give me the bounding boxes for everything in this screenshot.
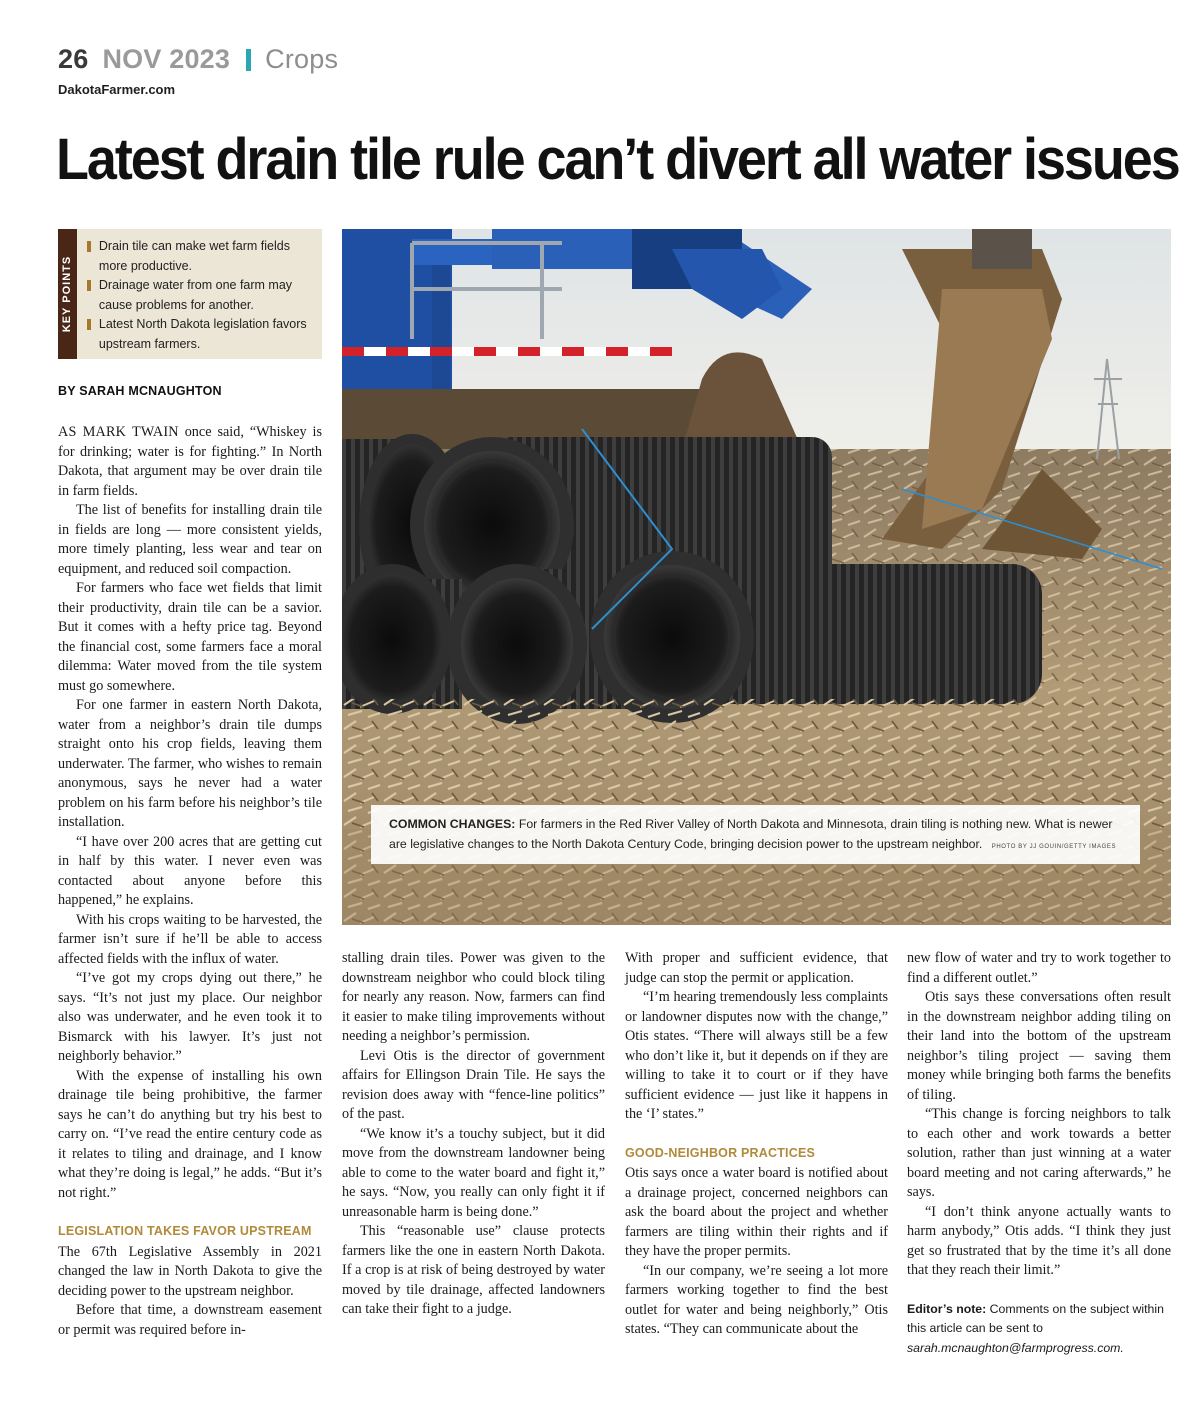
body-paragraph: “We know it’s a touchy subject, but it did move from the downstream landowner being able to come to the water board and fight it,” he says. “Now, you really can only fight it if unreasonable harm is being done.” xyxy=(342,1125,605,1220)
section-name: Crops xyxy=(265,44,339,74)
body-paragraph: “This change is forcing neighbors to talk to each other and work towards a better solution, rather than just winning at a water board meeting and not caring afterwards,” he says. xyxy=(907,1106,1171,1200)
page-number: 26 xyxy=(58,44,89,74)
key-points-box xyxy=(58,229,322,359)
body-paragraph: “I’m hearing tremendously less complaints or landowner disputes now with the change,” Otis states. “There will always still be a few who don’t like it, but it depends on if they are willing to take it to court or if they have sufficient evidence — just like it happens in the ‘I’ states.” xyxy=(625,989,888,1122)
folio-divider xyxy=(246,49,251,71)
caption-text: For farmers in the Red River Valley of North Dakota and Minnesota, drain tiling is nothing new. What is newer are legislative changes to the North Dakota Century Code, bringing decision power to the upstream neighbor. xyxy=(389,817,1113,851)
byline: BY SARAH MCNAUGHTON xyxy=(58,384,222,398)
body-paragraph: The 67th Legislative Assembly in 2021 changed the law in North Dakota to give the deciding power to the upstream neighbor. xyxy=(58,1243,322,1299)
body-paragraph: Levi Otis is the director of government affairs for Ellingson Drain Tile. He says the revision does away with “fence-line politics” of the past. xyxy=(342,1047,605,1122)
editors-note-label: Editor’s note: xyxy=(907,1301,987,1316)
body-paragraph: “I don’t think anyone actually wants to harm anybody,” Otis adds. “I think they just get so frustrated that by the time it’s all done that they reach their limit.” xyxy=(907,1203,1171,1278)
key-points-list xyxy=(77,229,322,359)
photo-caption xyxy=(371,805,1140,864)
body-paragraph: The list of benefits for installing drain tile in fields are long — more consistent yields, more timely planting, less wear and tear on equipment, and reduced soil compaction. xyxy=(58,502,322,577)
key-point-item: Drain tile can make wet farm fields more productive. xyxy=(87,237,316,276)
editors-note-text: Comments on the subject within this article can be sent to xyxy=(907,1301,1164,1335)
body-paragraph: stalling drain tiles. Power was given to the downstream neighbor who could block tiling for nearly any reason. Now, farmers can find it easier to make tiling improvements without needing a neighbor’s permission. xyxy=(342,950,605,1044)
body-paragraph: “I’ve got my crops dying out there,” he says. “It’s not just my place. Our neighbor also was underwater, and he even took it to Bismarck with his lawyer. It’s just not neighborly behavior.” xyxy=(58,970,322,1064)
article-column-1 xyxy=(58,423,322,1340)
section-subhead: LEGISLATION TAKES FAVOR UPSTREAM xyxy=(58,1224,312,1238)
photo-credit: PHOTO BY JJ GOUIN/GETTY IMAGES xyxy=(991,843,1117,850)
issue-date: NOV 2023 xyxy=(102,44,231,74)
article-column-2 xyxy=(342,949,605,1320)
editors-note xyxy=(907,1300,1171,1359)
key-point-item: Drainage water from one farm may cause problems for another. xyxy=(87,276,316,315)
body-paragraph: Otis says these conversations often result in the downstream neighbor adding tiling on their land into the bottom of the upstream neighbor’s tiling project — saving them money while bringing both farms the benefits of tiling. xyxy=(907,989,1171,1103)
article-headline: Latest drain tile rule can’t divert all water issues xyxy=(56,127,1179,192)
body-paragraph: For farmers who face wet fields that limit their productivity, drain tile can be a savior. But it comes with a hefty price tag. Beyond the financial cost, some farmers face a moral dilemma: Water moved from the tile system must go somewhere. xyxy=(58,580,322,694)
website-label: DakotaFarmer.com xyxy=(58,82,176,97)
page-folio xyxy=(58,44,338,75)
editor-email-link[interactable]: sarah.mcnaughton@farmprogress.com. xyxy=(907,1340,1124,1355)
body-paragraph xyxy=(58,423,322,501)
body-paragraph: new flow of water and try to work together to find a different outlet.” xyxy=(907,950,1171,986)
lead-paragraph-text: once said, “Whiskey is for drinking; water is for fighting.” In North Dakota, that argument may be over drain tile in farm fields. xyxy=(58,424,323,499)
body-paragraph: This “reasonable use” clause protects farmers like the one in eastern North Dakota. If a crop is at risk of being destroyed by water moved by tile drainage, affected landowners can take their fight to a judge. xyxy=(342,1223,605,1317)
body-paragraph: With the expense of installing his own drainage tile being prohibitive, the farmer says he can’t do anything but try his best to carry on. “I’ve read the entire century code as it relates to tiling and drainage, and I know what they’re doing is legal,” he adds. “But it’s not right.” xyxy=(58,1067,322,1201)
body-paragraph: With proper and sufficient evidence, that judge can stop the permit or application. xyxy=(625,950,888,986)
lead-in: AS MARK TWAIN xyxy=(58,424,179,440)
key-points-label: KEY POINTS xyxy=(61,255,74,333)
body-paragraph: For one farmer in eastern North Dakota, water from a neighbor’s drain tile dumps straight onto his crop fields, leaving them underwater. The farmer, who wishes to remain anonymous, says he never had a water problem on his farm before his neighbor’s tile installation. xyxy=(58,697,322,830)
body-paragraph: With his crops waiting to be harvested, the farmer isn’t sure if he’ll be able to access affected fields with the influx of water. xyxy=(58,911,322,967)
key-point-item: Latest North Dakota legislation favors upstream farmers. xyxy=(87,315,316,354)
key-points-tab xyxy=(58,229,77,359)
body-paragraph: Otis says once a water board is notified about a drainage project, concerned neighbors can ask the board about the project and whether farmers are tiling within their rights and if they have the proper permits. xyxy=(625,1165,888,1259)
article-column-3 xyxy=(625,949,888,1340)
body-paragraph: “I have over 200 acres that are getting cut in half by this water. I never even was contacted about anyone before this happened,” he explains. xyxy=(58,833,322,908)
body-paragraph: “In our company, we’re seeing a lot more farmers working together to find the best outlet for water and being neighborly,” Otis states. “They can communicate about the xyxy=(625,1262,888,1337)
caption-lead: COMMON CHANGES: xyxy=(389,817,516,831)
article-column-4 xyxy=(907,949,1171,1358)
section-subhead: GOOD-NEIGHBOR PRACTICES xyxy=(625,1145,816,1160)
body-paragraph: Before that time, a downstream easement or permit was required before in- xyxy=(58,1302,322,1338)
